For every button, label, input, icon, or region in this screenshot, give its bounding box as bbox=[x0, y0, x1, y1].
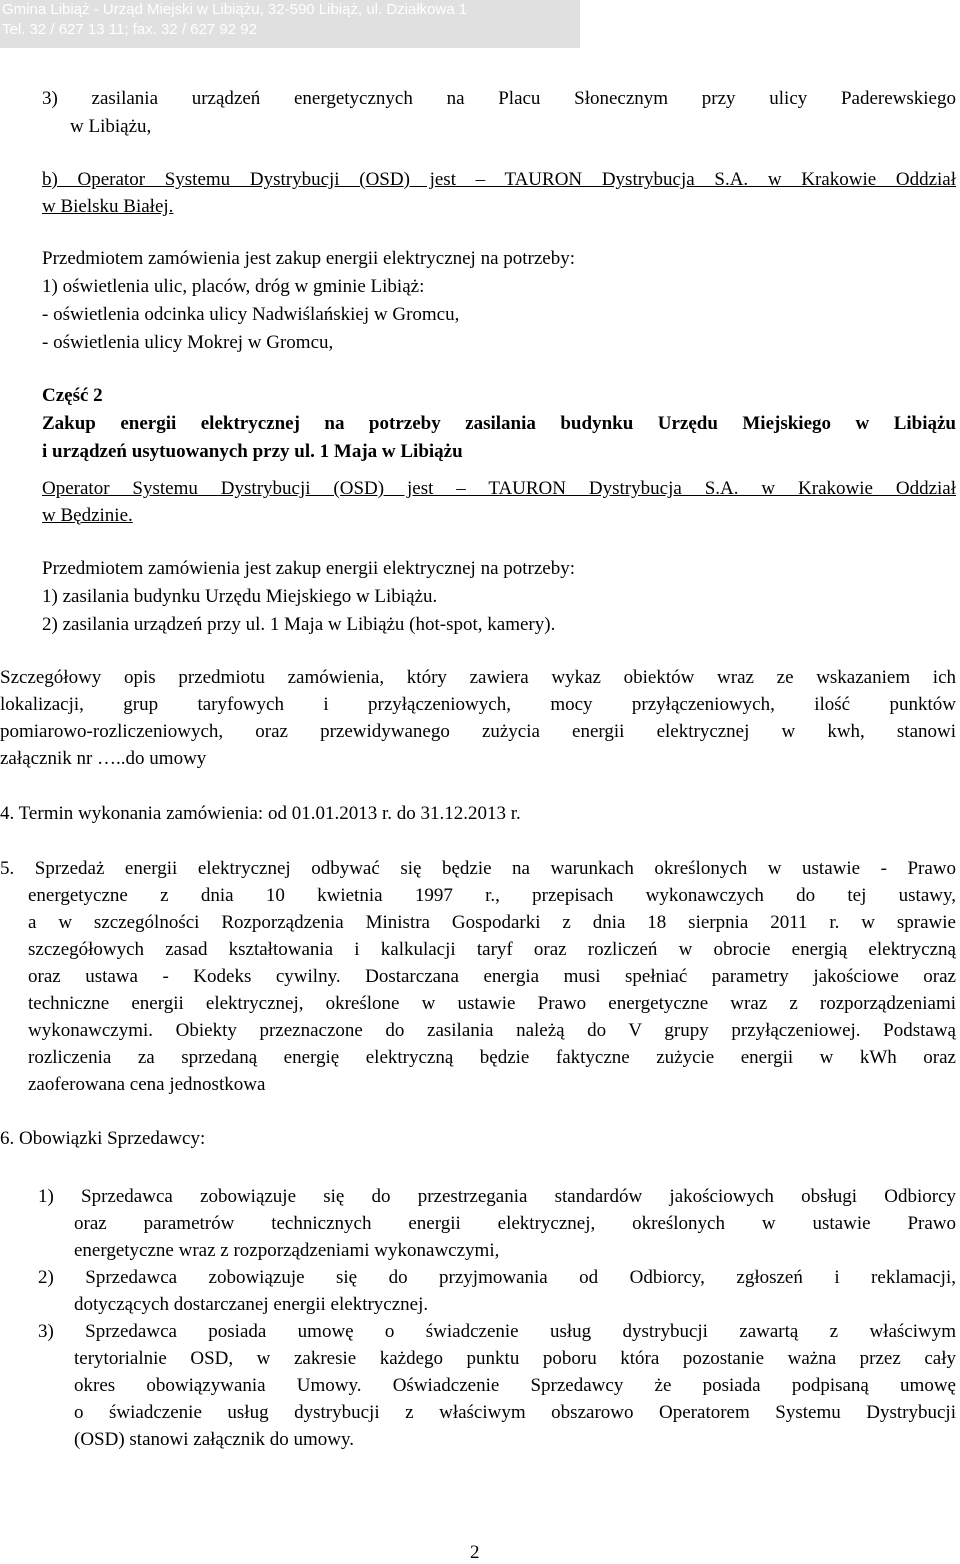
text-line: energetyczne z dnia 10 kwietnia 1997 r., przepisach wykonawczych do tej ustawy, bbox=[28, 885, 956, 906]
text-line: o świadczenie usług dystrybucji z właściwym obszarowo Operatorem Systemu Dystrybucji bbox=[74, 1402, 956, 1423]
text-line: 1) Sprzedawca zobowiązuje się do przestrzegania standardów jakościowych obsługi Odbiorcy bbox=[38, 1186, 956, 1207]
text-line: 6. Obowiązki Sprzedawcy: bbox=[0, 1128, 206, 1149]
text-line: 2) Sprzedawca zobowiązuje się do przyjmowania od Odbiorcy, zgłoszeń i reklamacji, bbox=[38, 1267, 956, 1288]
text-line: w Bielsku Białej. bbox=[42, 196, 174, 217]
letterhead-address: Gmina Libiąż - Urząd Miejski w Libiążu, 32-590 Libiąż, ul. Działkowa 1 bbox=[2, 1, 468, 18]
text-line: oraz parametrów technicznych energii elektrycznej, określonych w ustawie Prawo bbox=[74, 1213, 956, 1234]
text-line: Przedmiotem zamówienia jest zakup energii elektrycznej na potrzeby: bbox=[42, 248, 576, 269]
text-line: i urządzeń usytuowanych przy ul. 1 Maja w Libiążu bbox=[42, 441, 463, 462]
text-line: wykonawczymi. Obiekty przeznaczone do zasilania należą do V grupy przyłączeniowej. Podstawą bbox=[28, 1020, 956, 1041]
text-line: w Libiążu, bbox=[70, 116, 152, 137]
text-line: szczegółowych zasad kształtowania i kalkulacji taryf oraz rozliczeń w obrocie energią elektryczną bbox=[28, 939, 956, 960]
text-line: Część 2 bbox=[42, 385, 103, 406]
text-line: Szczegółowy opis przedmiotu zamówienia, który zawiera wykaz obiektów wraz ze wskazaniem ich bbox=[0, 667, 956, 688]
text-line: Operator Systemu Dystrybucji (OSD) jest – TAURON Dystrybucja S.A. w Krakowie Oddział bbox=[42, 478, 956, 499]
text-line: rozliczenia za sprzedaną energię elektryczną będzie faktyczne zużycie energii w kWh oraz bbox=[28, 1047, 956, 1068]
text-line: 3) Sprzedawca posiada umowę o świadczenie usług dystrybucji zawartą z właściwym bbox=[38, 1321, 956, 1342]
text-line: dotyczących dostarczanej energii elektrycznej. bbox=[74, 1294, 429, 1315]
text-line: (OSD) stanowi załącznik do umowy. bbox=[74, 1429, 355, 1450]
text-line: załącznik nr …..do umowy bbox=[0, 748, 207, 769]
page-number: 2 bbox=[470, 1542, 480, 1563]
text-line: techniczne energii elektrycznej, określone w ustawie Prawo energetyczne wraz z rozporządzeniami bbox=[28, 993, 956, 1014]
text-line: Przedmiotem zamówienia jest zakup energii elektrycznej na potrzeby: bbox=[42, 558, 576, 579]
text-line: 1) zasilania budynku Urzędu Miejskiego w Libiążu. bbox=[42, 586, 438, 607]
text-line: 2) zasilania urządzeń przy ul. 1 Maja w Libiążu (hot-spot, kamery). bbox=[42, 614, 556, 635]
text-line: - oświetlenia odcinka ulicy Nadwiślańskiej w Gromcu, bbox=[42, 304, 460, 325]
text-line: zaoferowana cena jednostkowa bbox=[28, 1074, 266, 1095]
text-line: pomiarowo-rozliczeniowych, oraz przewidywanego zużycia energii elektrycznej w kwh, stanowi bbox=[0, 721, 956, 742]
text-line: 3) zasilania urządzeń energetycznych na Placu Słonecznym przy ulicy Paderewskiego bbox=[42, 88, 956, 109]
text-line: w Będzinie. bbox=[42, 505, 133, 526]
letterhead bbox=[0, 0, 580, 48]
text-line: okres obowiązywania Umowy. Oświadczenie Sprzedawcy że posiada podpisaną umowę bbox=[74, 1375, 956, 1396]
text-line: 1) oświetlenia ulic, placów, dróg w gminie Libiąż: bbox=[42, 276, 425, 297]
text-line: energetyczne wraz z rozporządzeniami wykonawczymi, bbox=[74, 1240, 500, 1261]
text-line: 4. Termin wykonania zamówienia: od 01.01.2013 r. do 31.12.2013 r. bbox=[0, 803, 521, 824]
text-line: lokalizacji, grup taryfowych i przyłączeniowych, mocy przyłączeniowych, ilość punktów bbox=[0, 694, 956, 715]
text-line: oraz ustawa - Kodeks cywilny. Dostarczana energia musi spełniać parametry jakościowe oraz bbox=[28, 966, 956, 987]
text-line: 5. Sprzedaż energii elektrycznej odbywać się będzie na warunkach określonych w ustawie - Prawo bbox=[0, 858, 956, 879]
text-line: a w szczególności Rozporządzenia Ministra Gospodarki z dnia 18 sierpnia 2011 r. w sprawie bbox=[28, 912, 956, 933]
text-line: terytorialnie OSD, w zakresie każdego punktu poboru która pozostanie ważna przez cały bbox=[74, 1348, 956, 1369]
letterhead-phone: Tel. 32 / 627 13 11; fax. 32 / 627 92 92 bbox=[2, 21, 257, 38]
text-line: b) Operator Systemu Dystrybucji (OSD) jest – TAURON Dystrybucja S.A. w Krakowie Oddział bbox=[42, 169, 956, 190]
text-line: Zakup energii elektrycznej na potrzeby zasilania budynku Urzędu Miejskiego w Libiążu bbox=[42, 413, 956, 434]
text-line: - oświetlenia ulicy Mokrej w Gromcu, bbox=[42, 332, 334, 353]
